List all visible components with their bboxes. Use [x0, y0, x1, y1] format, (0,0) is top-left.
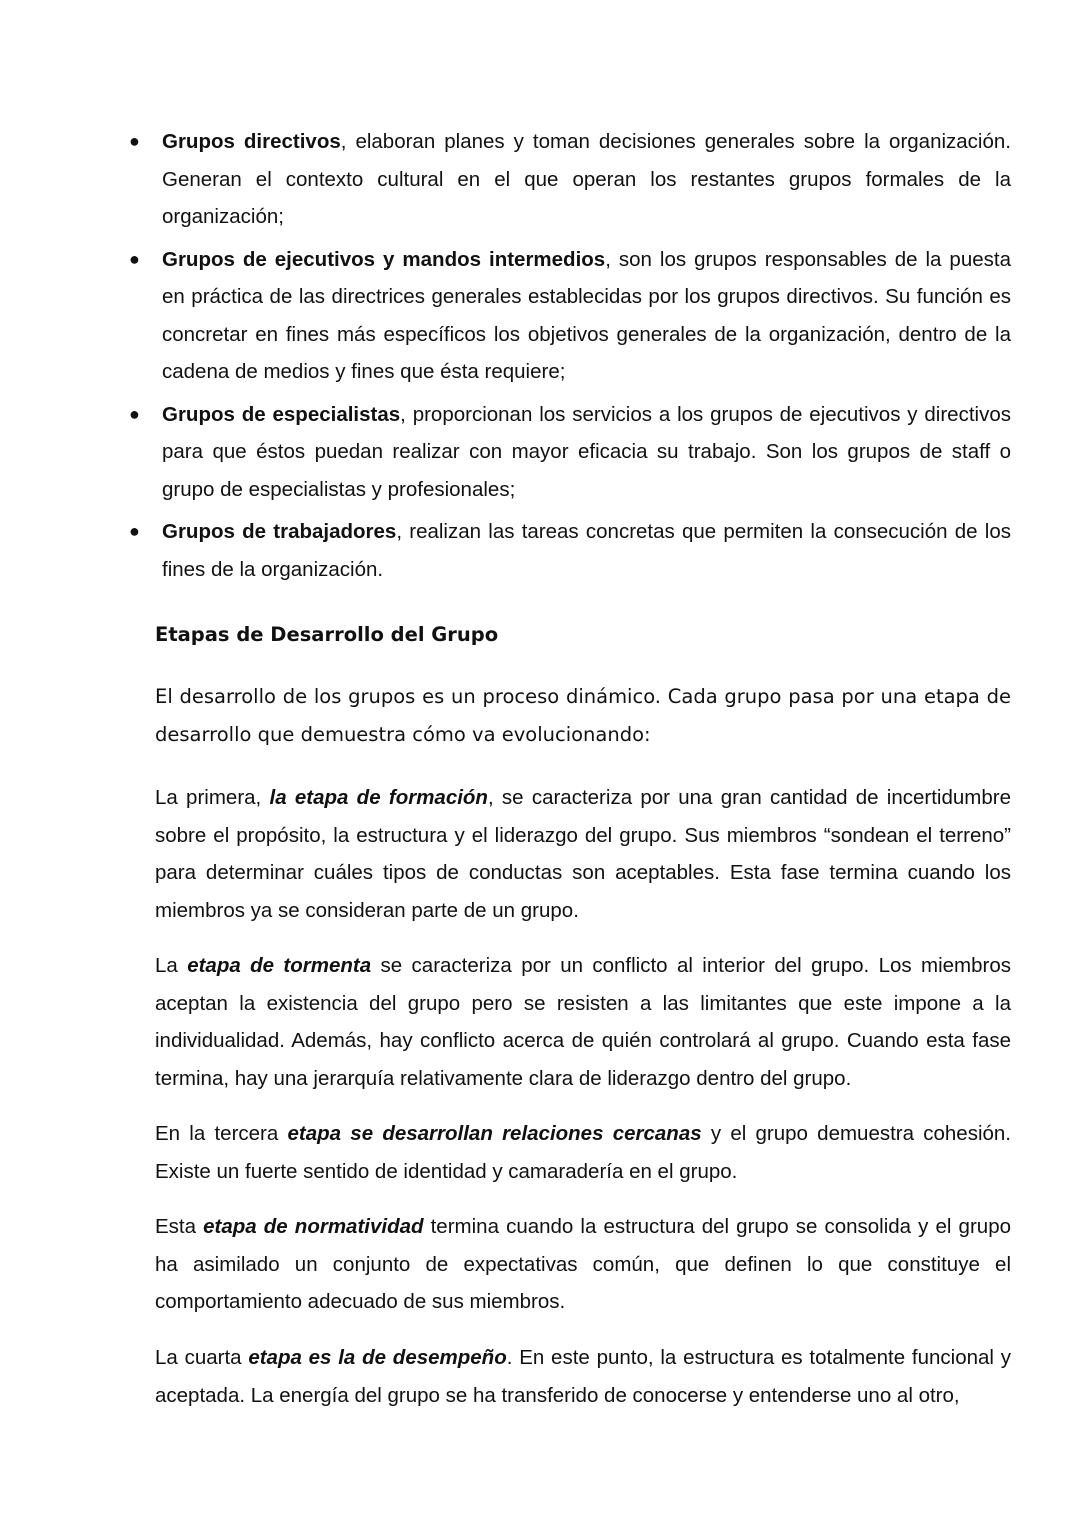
stage-term: etapa de normatividad: [203, 1215, 424, 1238]
bullet-icon: ●: [129, 403, 140, 424]
stage-term: etapa es la de desempeño: [248, 1346, 507, 1369]
paragraph-body: . En este punto, la estructura es totalmente funcional y aceptada. La energía del grupo se ha transferido de conocerse y entenderse uno al otro,: [155, 1346, 1012, 1407]
paragraph-storm: [155, 947, 1011, 1097]
stage-term: la etapa de formación: [269, 786, 488, 809]
paragraph-lead: La primera,: [155, 786, 270, 809]
list-item: [0, 123, 1011, 236]
bullet-icon: ●: [129, 248, 140, 269]
paragraph-body: y el grupo demuestra cohesión. Existe un fuerte sentido de identidad y camaradería en el grupo.: [155, 1122, 1011, 1183]
list-item: [0, 396, 1011, 509]
stage-term: etapa se desarrollan relaciones cercanas: [287, 1122, 702, 1145]
stage-term: etapa de tormenta: [187, 954, 372, 977]
paragraph-normativity: [155, 1208, 1011, 1321]
bullet-term: Grupos de especialistas: [162, 402, 401, 426]
bullet-text: , son los grupos responsables de la puesta en práctica de las directrices generales establecidas por los grupos directivos. Su función es concretar en fines más específicos los objetivos generales de la organización, dentro de la cadena de medios y fines que ésta requiere;: [162, 247, 1011, 383]
paragraph-body: se caracteriza por un conflicto al interior del grupo. Los miembros aceptan la existencia del grupo pero se resisten a las limitantes que este impone a la individualidad. Además, hay conflicto acerca de quién controlará al grupo. Cuando esta fase termina, hay una jerarquía relativamente clara de liderazgo dentro del grupo.: [155, 954, 1012, 1090]
list-item: [0, 241, 1011, 391]
bullet-icon: ●: [129, 521, 140, 541]
paragraph-body: , se caracteriza por una gran cantidad de incertidumbre sobre el propósito, la estructura y el liderazgo del grupo. Sus miembros “sondean el terreno” para determinar cuáles tipos de conductas son aceptables. Esta fase termina cuando los miembros ya se consideran parte de un grupo.: [155, 786, 1011, 922]
list-item: [0, 513, 1011, 588]
paragraph-lead: Esta: [155, 1215, 204, 1238]
intro-paragraph: El desarrollo de los grupos es un proceso dinámico. Cada grupo pasa por una etapa de desarrollo que demuestra cómo va evolucionando:: [155, 685, 1011, 746]
paragraph-lead: La: [155, 954, 188, 977]
paragraph-relations: [155, 1115, 1011, 1190]
paragraph-body: termina cuando la estructura del grupo se consolida y el grupo ha asimilado un conjunto de expectativas común, que definen lo que constituye el comportamiento adecuado de sus miembros.: [155, 1215, 1011, 1313]
group-types-list: [0, 123, 1080, 593]
paragraph-lead: En la tercera: [155, 1122, 288, 1145]
bullet-text: , realizan las tareas concretas que permiten la consecución de los fines de la organización.: [162, 520, 1011, 581]
section-heading: Etapas de Desarrollo del Grupo: [155, 623, 499, 646]
bullet-term: Grupos de ejecutivos y mandos intermedios: [162, 247, 606, 271]
bullet-text: , proporcionan los servicios a los grupos de ejecutivos y directivos para que éstos puedan realizar con mayor eficacia su trabajo. Son los grupos de staff o grupo de especialistas y profesionales;: [162, 402, 1011, 501]
bullet-term: Grupos de trabajadores: [162, 520, 397, 543]
bullet-text: , elaboran planes y toman decisiones generales sobre la organización. Generan el contexto cultural en el que operan los restantes grupos formales de la organización;: [162, 130, 1011, 228]
bullet-term: Grupos directivos: [162, 130, 341, 153]
paragraph-formation: [155, 779, 1011, 929]
paragraph-performance: [155, 1339, 1011, 1414]
bullet-icon: ●: [129, 131, 140, 151]
paragraph-lead: La cuarta: [155, 1346, 249, 1369]
